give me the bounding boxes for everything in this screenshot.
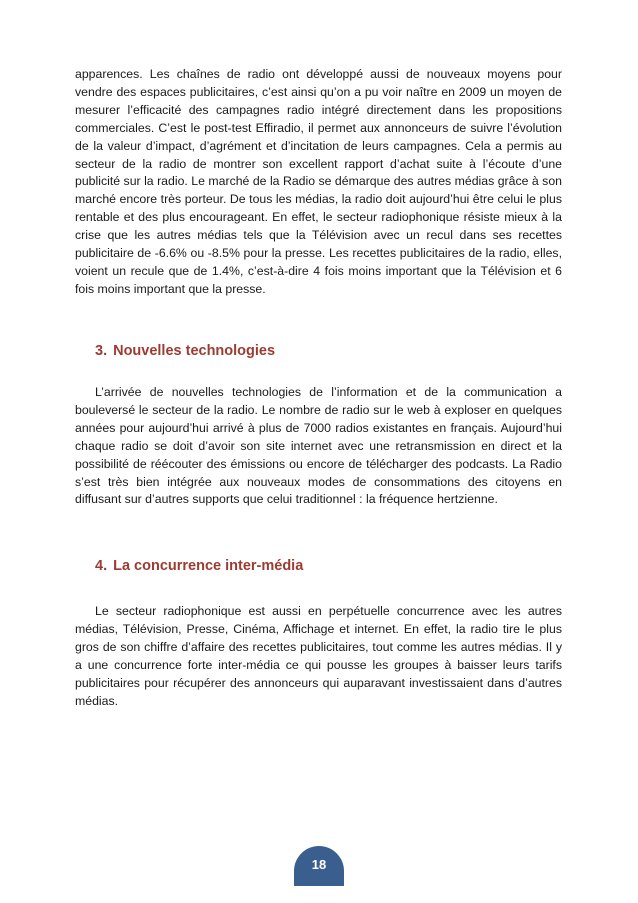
paragraph-radio-advertising: apparences. Les chaînes de radio ont développé aussi de nouveaux moyens pour vendre des espaces publicitaires, c’est ainsi qu’on a pu voir naître en 2009 un moyen de mesurer l’efficacité des campagnes radio intégré directement dans les propositions commerciales. C’est le post-test Effiradio, il permet aux annonceurs de suivre l’évolution de la valeur d’impact, d’agrément et d’incitation de leurs campagnes. Cela a permis au secteur de la radio de montrer son excellent rapport d’achat suite à l’écoute d’une publicité sur la radio. Le marché de la Radio se démarque des autres médias grâce à son marché encore très porteur. De tous les médias, la radio doit aujourd’hui être celui le plus rentable et des plus encourageant. En effet, le secteur radiophonique résiste mieux à la crise que les autres médias tels que la Télévision avec un recul dans ses recettes publicitaire de -6.6% ou -8.5% pour la presse. Les recettes publicitaires de la radio, elles, voient un recule que de 1.4%, c’est-à-dire 4 fois moins important que la Télévision et 6 fois moins important que la presse. [75, 67, 562, 296]
section-title: La concurrence inter-média [113, 558, 304, 574]
section-number: 3. [95, 343, 108, 359]
page-number: 18 [311, 857, 327, 872]
section-title: Nouvelles technologies [113, 343, 276, 359]
page-number-badge [294, 846, 344, 886]
section-heading-new-technologies [95, 343, 275, 359]
section-number: 4. [95, 558, 108, 574]
section-heading-inter-media-competition [95, 558, 303, 574]
paragraph-new-technologies: L’arrivée de nouvelles technologies de l’information et de la communication a bouleversé le secteur de la radio. Le nombre de radio sur le web à exploser en quelques années pour aujourd’hui arrivé à plus de 7000 radios existantes en français. Aujourd’hui chaque radio se doit d’avoir son site internet avec une retransmission en direct et la possibilité de réécouter des émissions ou encore de télécharger des podcasts. La Radio s’est très bien intégrée aux nouveaux modes de consommations des citoyens en diffusant sur d’autres supports que celui traditionnel : la fréquence hertzienne. [75, 385, 562, 507]
paragraph-inter-media-competition: Le secteur radiophonique est aussi en perpétuelle concurrence avec les autres médias, Télévision, Presse, Cinéma, Affichage et internet. En effet, la radio tire le plus gros de son chiffre d’affaire des recettes publicitaires, tout comme les autres médias. Il y a une concurrence forte inter-média ce qui pousse les groupes à baisser leurs tarifs publicitaires pour récupérer des annonceurs qui auparavant investissaient dans d’autres médias. [75, 604, 562, 708]
